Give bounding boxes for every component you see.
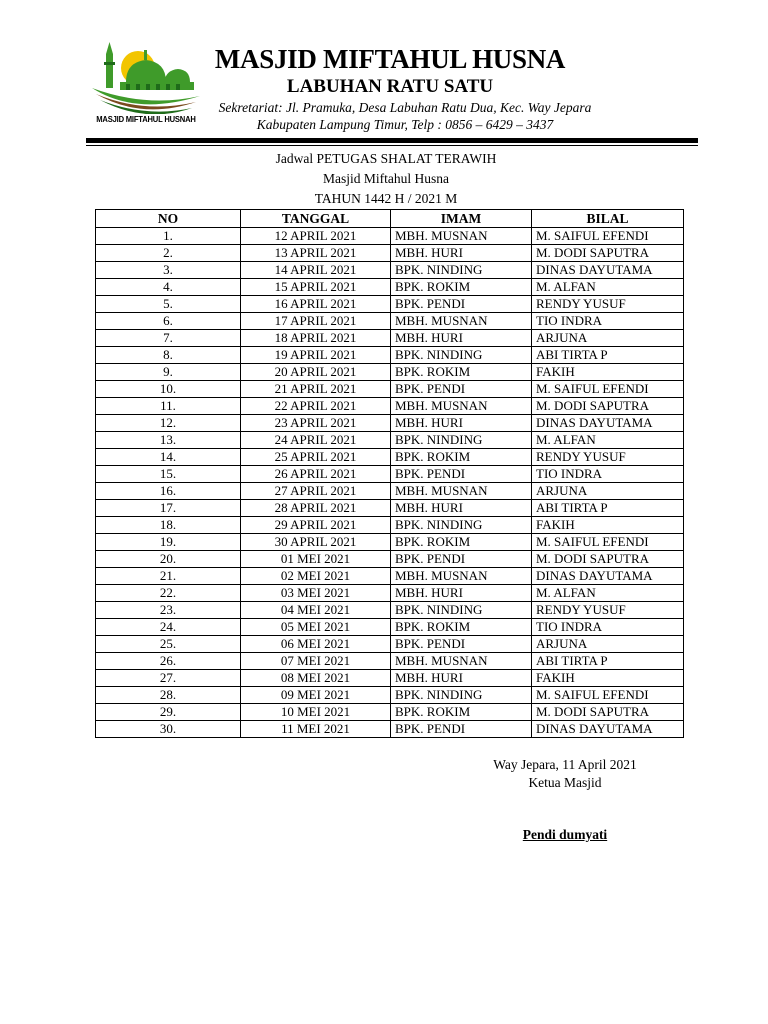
table-row: [96, 636, 684, 653]
cell-imam: BPK. ROKIM: [391, 364, 532, 381]
table-row: [96, 704, 684, 721]
cell-imam: MBH. HURI: [391, 670, 532, 687]
cell-no: 11.: [96, 398, 241, 415]
cell-no: 15.: [96, 466, 241, 483]
cell-bilal: ARJUNA: [532, 483, 684, 500]
table-row: [96, 534, 684, 551]
cell-no: 12.: [96, 415, 241, 432]
table-header-row: [96, 210, 684, 228]
letterhead-divider-thin: [86, 145, 698, 146]
cell-imam: MBH. MUSNAN: [391, 483, 532, 500]
cell-bilal: RENDY YUSUF: [532, 449, 684, 466]
cell-imam: BPK. NINDING: [391, 517, 532, 534]
schedule-title: Jadwal PETUGAS SHALAT TERAWIH: [275, 151, 497, 166]
cell-tanggal: 26 APRIL 2021: [241, 466, 391, 483]
cell-imam: BPK. ROKIM: [391, 534, 532, 551]
table-row: [96, 466, 684, 483]
cell-bilal: M. SAIFUL EFENDI: [532, 687, 684, 704]
cell-imam: BPK. NINDING: [391, 602, 532, 619]
cell-bilal: M. DODI SAPUTRA: [532, 398, 684, 415]
table-row: [96, 313, 684, 330]
table-row: [96, 398, 684, 415]
cell-imam: MBH. HURI: [391, 500, 532, 517]
cell-tanggal: 05 MEI 2021: [241, 619, 391, 636]
cell-no: 29.: [96, 704, 241, 721]
cell-bilal: FAKIH: [532, 670, 684, 687]
cell-imam: BPK. NINDING: [391, 687, 532, 704]
table-row: [96, 517, 684, 534]
cell-tanggal: 09 MEI 2021: [241, 687, 391, 704]
cell-imam: BPK. ROKIM: [391, 619, 532, 636]
table-row: [96, 500, 684, 517]
cell-bilal: M. ALFAN: [532, 279, 684, 296]
cell-tanggal: 24 APRIL 2021: [241, 432, 391, 449]
cell-no: 5.: [96, 296, 241, 313]
cell-imam: BPK. NINDING: [391, 262, 532, 279]
table-row: [96, 347, 684, 364]
cell-no: 4.: [96, 279, 241, 296]
logo-caption: MASJID MIFTAHUL HUSNAH: [96, 115, 196, 124]
cell-tanggal: 23 APRIL 2021: [241, 415, 391, 432]
cell-no: 17.: [96, 500, 241, 517]
cell-no: 28.: [96, 687, 241, 704]
table-row: [96, 687, 684, 704]
column-header-no: NO: [96, 210, 241, 228]
cell-bilal: FAKIH: [532, 364, 684, 381]
cell-no: 6.: [96, 313, 241, 330]
cell-tanggal: 01 MEI 2021: [241, 551, 391, 568]
cell-no: 8.: [96, 347, 241, 364]
cell-no: 9.: [96, 364, 241, 381]
cell-no: 14.: [96, 449, 241, 466]
cell-imam: BPK. PENDI: [391, 296, 532, 313]
cell-tanggal: 03 MEI 2021: [241, 585, 391, 602]
cell-no: 3.: [96, 262, 241, 279]
cell-bilal: RENDY YUSUF: [532, 602, 684, 619]
schedule-table: [95, 209, 684, 738]
column-header-imam: IMAM: [391, 210, 532, 228]
cell-bilal: TIO INDRA: [532, 313, 684, 330]
table-row: [96, 721, 684, 738]
cell-tanggal: 06 MEI 2021: [241, 636, 391, 653]
table-row: [96, 602, 684, 619]
table-row: [96, 619, 684, 636]
cell-imam: MBH. MUSNAN: [391, 568, 532, 585]
cell-imam: BPK. PENDI: [391, 636, 532, 653]
cell-tanggal: 18 APRIL 2021: [241, 330, 391, 347]
cell-no: 25.: [96, 636, 241, 653]
cell-bilal: M. DODI SAPUTRA: [532, 704, 684, 721]
cell-no: 13.: [96, 432, 241, 449]
cell-imam: BPK. NINDING: [391, 347, 532, 364]
cell-no: 24.: [96, 619, 241, 636]
cell-bilal: RENDY YUSUF: [532, 296, 684, 313]
cell-tanggal: 17 APRIL 2021: [241, 313, 391, 330]
cell-tanggal: 16 APRIL 2021: [241, 296, 391, 313]
signature-title: Ketua Masjid: [528, 775, 602, 790]
cell-bilal: ARJUNA: [532, 636, 684, 653]
cell-no: 16.: [96, 483, 241, 500]
cell-tanggal: 22 APRIL 2021: [241, 398, 391, 415]
cell-bilal: M. ALFAN: [532, 432, 684, 449]
cell-tanggal: 19 APRIL 2021: [241, 347, 391, 364]
cell-imam: BPK. PENDI: [391, 381, 532, 398]
cell-bilal: M. SAIFUL EFENDI: [532, 534, 684, 551]
cell-imam: MBH. MUSNAN: [391, 653, 532, 670]
cell-no: 22.: [96, 585, 241, 602]
cell-tanggal: 25 APRIL 2021: [241, 449, 391, 466]
cell-no: 27.: [96, 670, 241, 687]
cell-no: 2.: [96, 245, 241, 262]
letterhead-divider-thick: [86, 138, 698, 143]
cell-no: 19.: [96, 534, 241, 551]
cell-tanggal: 02 MEI 2021: [241, 568, 391, 585]
cell-no: 21.: [96, 568, 241, 585]
cell-bilal: ABI TIRTA P: [532, 500, 684, 517]
cell-tanggal: 04 MEI 2021: [241, 602, 391, 619]
table-row: [96, 670, 684, 687]
cell-imam: MBH. MUSNAN: [391, 313, 532, 330]
cell-bilal: FAKIH: [532, 517, 684, 534]
cell-tanggal: 30 APRIL 2021: [241, 534, 391, 551]
cell-tanggal: 13 APRIL 2021: [241, 245, 391, 262]
column-header-bilal: BILAL: [532, 210, 684, 228]
table-row: [96, 296, 684, 313]
cell-bilal: ABI TIRTA P: [532, 653, 684, 670]
table-row: [96, 585, 684, 602]
cell-imam: MBH. HURI: [391, 415, 532, 432]
table-row: [96, 449, 684, 466]
table-row: [96, 330, 684, 347]
cell-imam: BPK. ROKIM: [391, 279, 532, 296]
cell-tanggal: 11 MEI 2021: [241, 721, 391, 738]
table-row: [96, 279, 684, 296]
cell-imam: MBH. MUSNAN: [391, 398, 532, 415]
cell-no: 7.: [96, 330, 241, 347]
signature-name: Pendi dumyati: [522, 827, 608, 842]
cell-bilal: DINAS DAYUTAMA: [532, 415, 684, 432]
address-line-2: Kabupaten Lampung Timur, Telp : 0856 – 6429 – 3437: [256, 117, 554, 132]
cell-imam: MBH. HURI: [391, 585, 532, 602]
table-row: [96, 262, 684, 279]
cell-tanggal: 28 APRIL 2021: [241, 500, 391, 517]
cell-tanggal: 20 APRIL 2021: [241, 364, 391, 381]
cell-bilal: M. DODI SAPUTRA: [532, 551, 684, 568]
cell-imam: BPK. ROKIM: [391, 449, 532, 466]
cell-no: 20.: [96, 551, 241, 568]
cell-bilal: DINAS DAYUTAMA: [532, 568, 684, 585]
cell-bilal: TIO INDRA: [532, 619, 684, 636]
address-line-1: Sekretariat: Jl. Pramuka, Desa Labuhan Ratu Dua, Kec. Way Jepara: [218, 100, 592, 115]
cell-imam: BPK. PENDI: [391, 551, 532, 568]
organization-subtitle: LABUHAN RATU SATU: [286, 76, 494, 97]
cell-bilal: DINAS DAYUTAMA: [532, 262, 684, 279]
organization-name: MASJID MIFTAHUL HUSNA: [214, 44, 566, 74]
cell-no: 23.: [96, 602, 241, 619]
table-row: [96, 364, 684, 381]
cell-imam: BPK. ROKIM: [391, 704, 532, 721]
cell-bilal: M. DODI SAPUTRA: [532, 245, 684, 262]
signature-place-date: Way Jepara, 11 April 2021: [493, 757, 637, 772]
cell-tanggal: 29 APRIL 2021: [241, 517, 391, 534]
table-row: [96, 653, 684, 670]
cell-bilal: ARJUNA: [532, 330, 684, 347]
table-row: [96, 415, 684, 432]
cell-tanggal: 14 APRIL 2021: [241, 262, 391, 279]
cell-bilal: DINAS DAYUTAMA: [532, 721, 684, 738]
cell-tanggal: 08 MEI 2021: [241, 670, 391, 687]
table-row: [96, 381, 684, 398]
table-row: [96, 483, 684, 500]
schedule-mosque-name: Masjid Miftahul Husna: [323, 171, 449, 186]
cell-imam: MBH. MUSNAN: [391, 228, 532, 245]
cell-tanggal: 07 MEI 2021: [241, 653, 391, 670]
schedule-year: TAHUN 1442 H / 2021 M: [314, 191, 458, 206]
cell-imam: BPK. PENDI: [391, 466, 532, 483]
cell-bilal: ABI TIRTA P: [532, 347, 684, 364]
table-row: [96, 551, 684, 568]
cell-no: 10.: [96, 381, 241, 398]
cell-tanggal: 10 MEI 2021: [241, 704, 391, 721]
cell-imam: BPK. PENDI: [391, 721, 532, 738]
cell-no: 1.: [96, 228, 241, 245]
cell-no: 18.: [96, 517, 241, 534]
table-row: [96, 228, 684, 245]
table-row: [96, 245, 684, 262]
cell-imam: BPK. NINDING: [391, 432, 532, 449]
cell-tanggal: 21 APRIL 2021: [241, 381, 391, 398]
cell-bilal: M. ALFAN: [532, 585, 684, 602]
cell-no: 26.: [96, 653, 241, 670]
mosque-logo: [86, 38, 206, 130]
cell-tanggal: 12 APRIL 2021: [241, 228, 391, 245]
column-header-tanggal: TANGGAL: [241, 210, 391, 228]
cell-tanggal: 15 APRIL 2021: [241, 279, 391, 296]
cell-imam: MBH. HURI: [391, 330, 532, 347]
cell-imam: MBH. HURI: [391, 245, 532, 262]
table-row: [96, 568, 684, 585]
cell-bilal: M. SAIFUL EFENDI: [532, 381, 684, 398]
cell-no: 30.: [96, 721, 241, 738]
table-row: [96, 432, 684, 449]
cell-bilal: M. SAIFUL EFENDI: [532, 228, 684, 245]
cell-bilal: TIO INDRA: [532, 466, 684, 483]
cell-tanggal: 27 APRIL 2021: [241, 483, 391, 500]
